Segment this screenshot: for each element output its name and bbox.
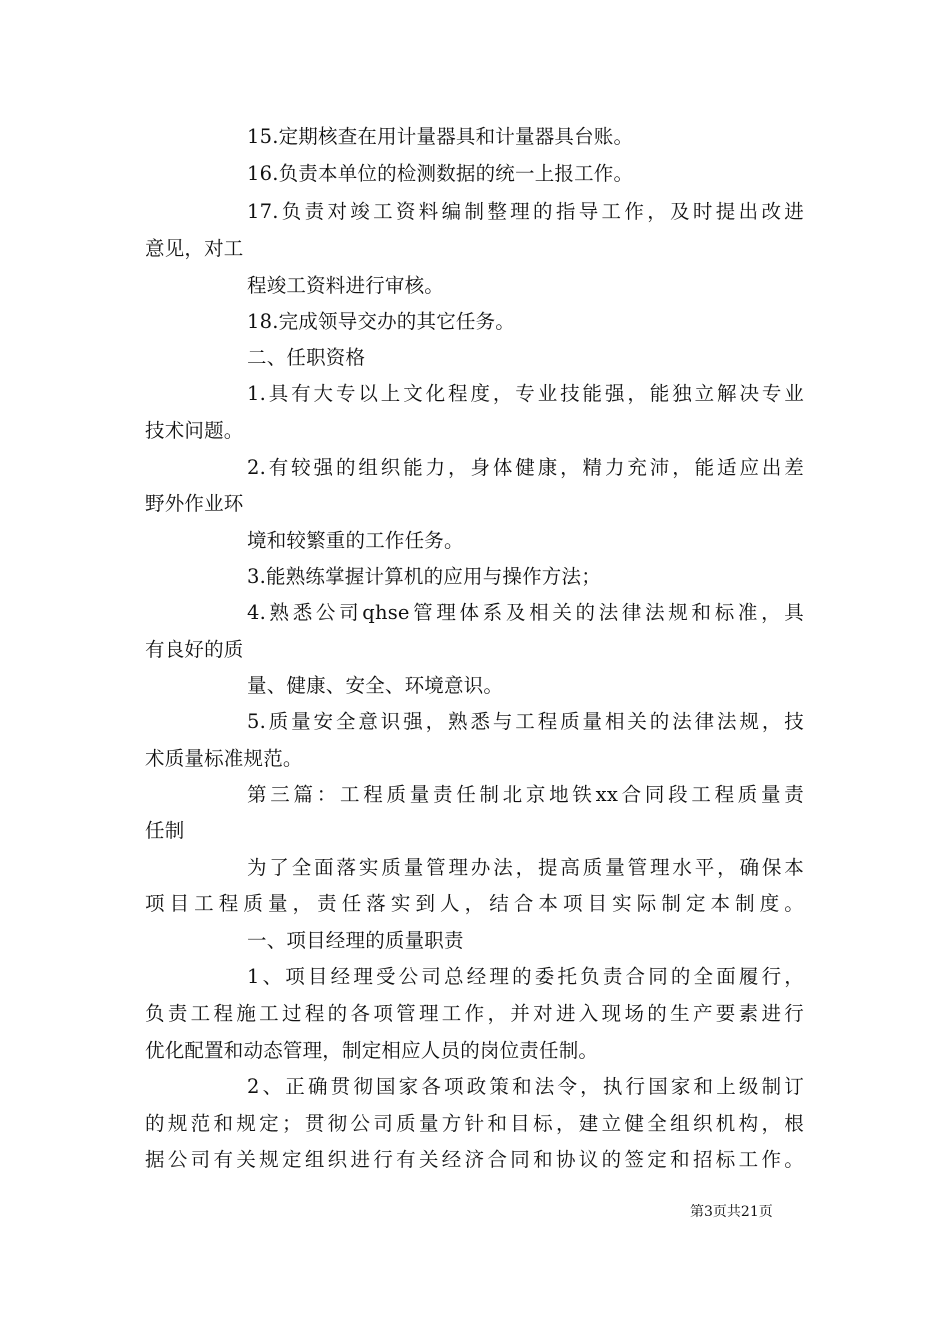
chapter-heading: 第三篇：工程质量责任制北京地铁xx合同段工程质量责	[247, 783, 804, 806]
text-line: 16.负责本单位的检测数据的统一上报工作。	[247, 162, 634, 185]
text-line: 意见，对工	[145, 237, 244, 260]
text-line: 程竣工资料进行审核。	[247, 274, 445, 297]
text-line: 量、健康、安全、环境意识。	[247, 674, 504, 697]
page-number: 第3页共21页	[690, 1204, 773, 1220]
text-line: 18.完成领导交办的其它任务。	[247, 310, 516, 333]
text-line: 2、正确贯彻国家各项政策和法令，执行国家和上级制订	[247, 1075, 804, 1098]
text-line: 4.熟悉公司qhse管理体系及相关的法律法规和标准，具	[247, 601, 804, 624]
section-heading: 二、任职资格	[247, 346, 366, 369]
text-line: 5.质量安全意识强，熟悉与工程质量相关的法律法规，技	[247, 710, 804, 733]
text-line: 有良好的质	[145, 638, 244, 661]
text-line: 17.负责对竣工资料编制整理的指导工作，及时提出改进	[247, 200, 804, 223]
text-line: 术质量标准规范。	[145, 747, 303, 770]
text-line: 境和较繁重的工作任务。	[247, 529, 464, 552]
chapter-heading: 任制	[145, 819, 185, 842]
text-line: 项目工程质量，责任落实到人，结合本项目实际制定本制度。	[145, 892, 804, 915]
text-line: 2.有较强的组织能力，身体健康，精力充沛，能适应出差	[247, 456, 804, 479]
text-line: 的规范和规定；贯彻公司质量方针和目标，建立健全组织机构，根	[145, 1112, 804, 1135]
text-line: 野外作业环	[145, 492, 244, 515]
text-line: 技术问题。	[145, 419, 244, 442]
section-heading: 一、项目经理的质量职责	[247, 929, 464, 952]
text-line: 1、项目经理受公司总经理的委托负责合同的全面履行，	[247, 965, 804, 988]
text-line: 为了全面落实质量管理办法，提高质量管理水平，确保本	[247, 856, 804, 879]
text-line: 优化配置和动态管理，制定相应人员的岗位责任制。	[145, 1039, 599, 1062]
text-line: 3.能熟练掌握计算机的应用与操作方法；	[247, 565, 601, 588]
text-line: 负责工程施工过程的各项管理工作，并对进入现场的生产要素进行	[145, 1002, 804, 1025]
text-line: 1.具有大专以上文化程度，专业技能强，能独立解决专业	[247, 382, 804, 405]
text-line: 据公司有关规定组织进行有关经济合同和协议的签定和招标工作。	[145, 1148, 804, 1171]
text-line: 15.定期核查在用计量器具和计量器具台账。	[247, 125, 634, 148]
